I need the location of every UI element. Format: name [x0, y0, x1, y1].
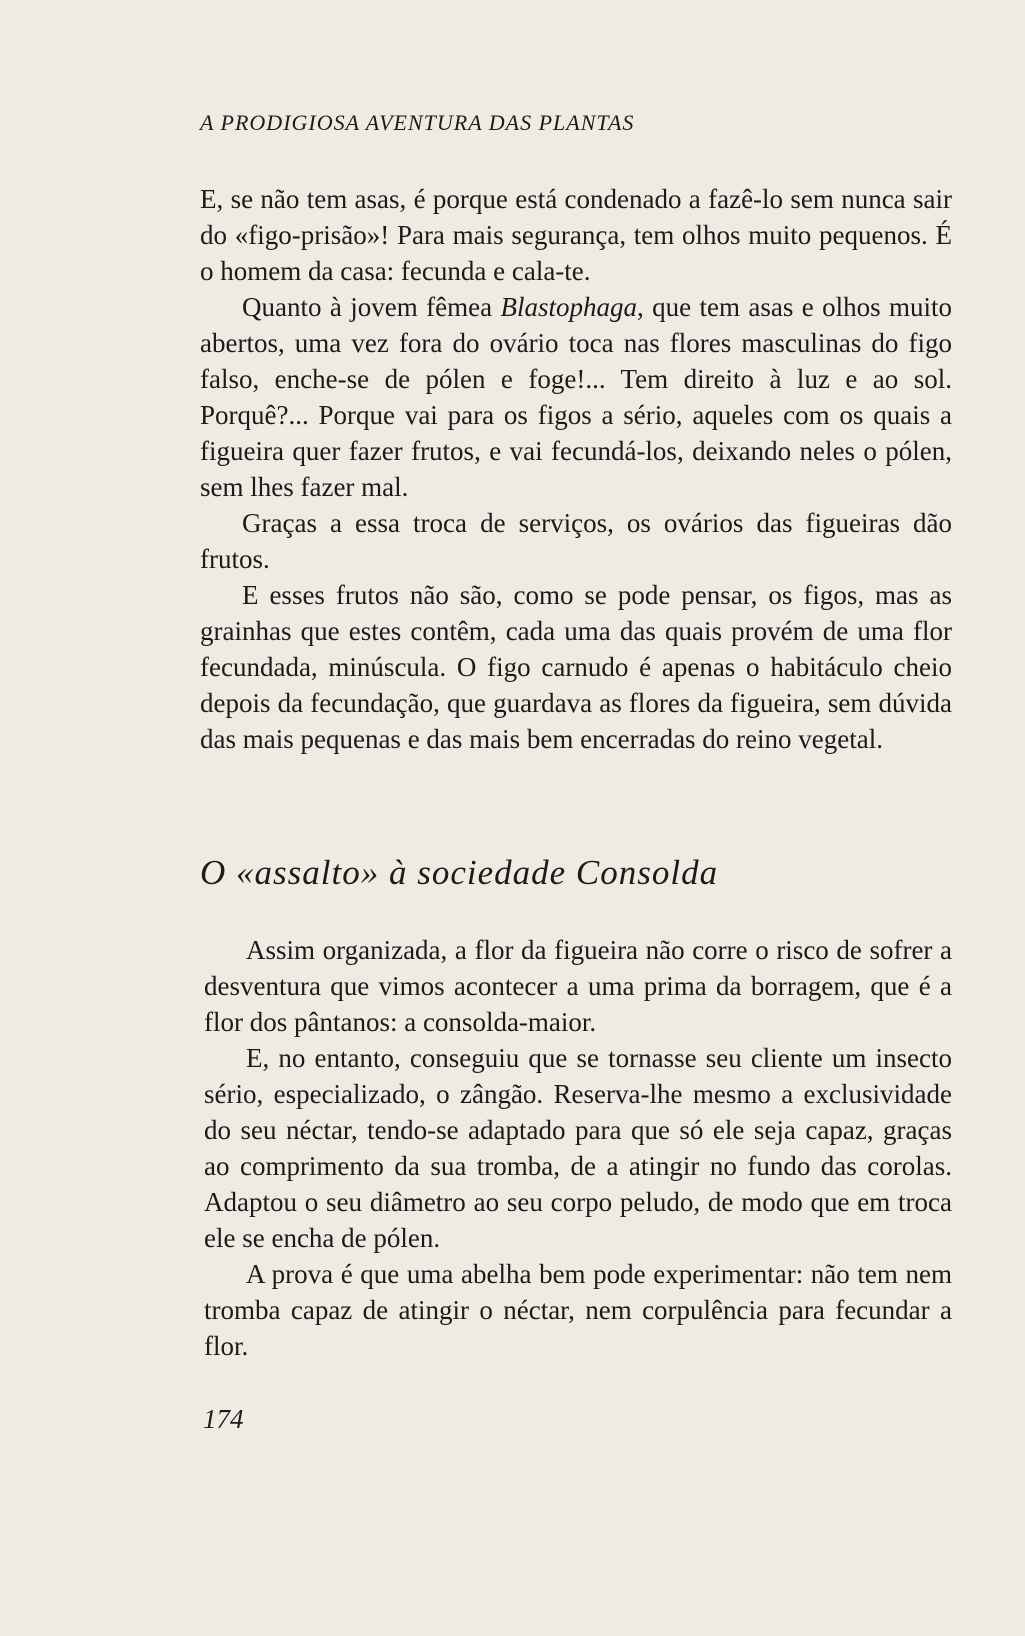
text-run: , que tem asas e olhos muito abertos, uma vez fora do ovário toca nas flores masculinas do figo falso, enche-se de pólen e foge!... Tem direito à luz e ao sol. Porquê?... Porque vai para os figos a sério, aqueles com os quais a figueira quer fazer frutos, e vai fecundá-los, deixando neles o pólen, sem lhes fazer mal.: [200, 292, 952, 502]
paragraph: Assim organizada, a flor da figueira não corre o risco de sofrer a desventura que vimos acontecer a uma prima da borragem, que é a flor dos pântanos: a consolda-maior.: [204, 935, 952, 1037]
species-name: Blastophaga: [500, 292, 637, 322]
body-text-section-1: [200, 181, 952, 757]
paragraph: E, se não tem asas, é porque está condenado a fazê-lo sem nunca sair do «figo-prisão»! Para mais segurança, tem olhos muito pequenos. É o homem da casa: fecunda e cala-te.: [200, 184, 952, 286]
page-number: 174: [203, 1404, 244, 1434]
paragraph: E, no entanto, conseguiu que se tornasse seu cliente um insecto sério, especializado, o zângão. Reserva-lhe mesmo a exclusividade do seu néctar, tendo-se adaptado para que só ele seja capaz, graças ao comprimento da sua tromba, de a atingir no fundo das corolas. Adaptou o seu diâmetro ao seu corpo peludo, de modo que em troca ele se encha de pólen.: [204, 1043, 952, 1253]
paragraph: [200, 289, 952, 505]
body-text-section-2: [204, 932, 952, 1364]
running-head: A PRODIGIOSA AVENTURA DAS PLANTAS: [200, 110, 635, 135]
paragraph: Graças a essa troca de serviços, os ovários das figueiras dão frutos.: [200, 508, 952, 574]
paragraph: E esses frutos não são, como se pode pensar, os figos, mas as grainhas que estes contêm, cada uma das quais provém de uma flor fecundada, minúscula. O figo carnudo é apenas o habitáculo cheio depois da fecundação, que guardava as flores da figueira, sem dúvida das mais pequenas e das mais bem encerradas do reino vegetal.: [200, 580, 952, 754]
text-run: Quanto à jovem fêmea: [242, 292, 501, 322]
paragraph: A prova é que uma abelha bem pode experimentar: não tem nem tromba capaz de atingir o néctar, nem corpulência para fecundar a flor.: [204, 1259, 952, 1361]
section-heading: O «assalto» à sociedade Consolda: [200, 853, 719, 892]
